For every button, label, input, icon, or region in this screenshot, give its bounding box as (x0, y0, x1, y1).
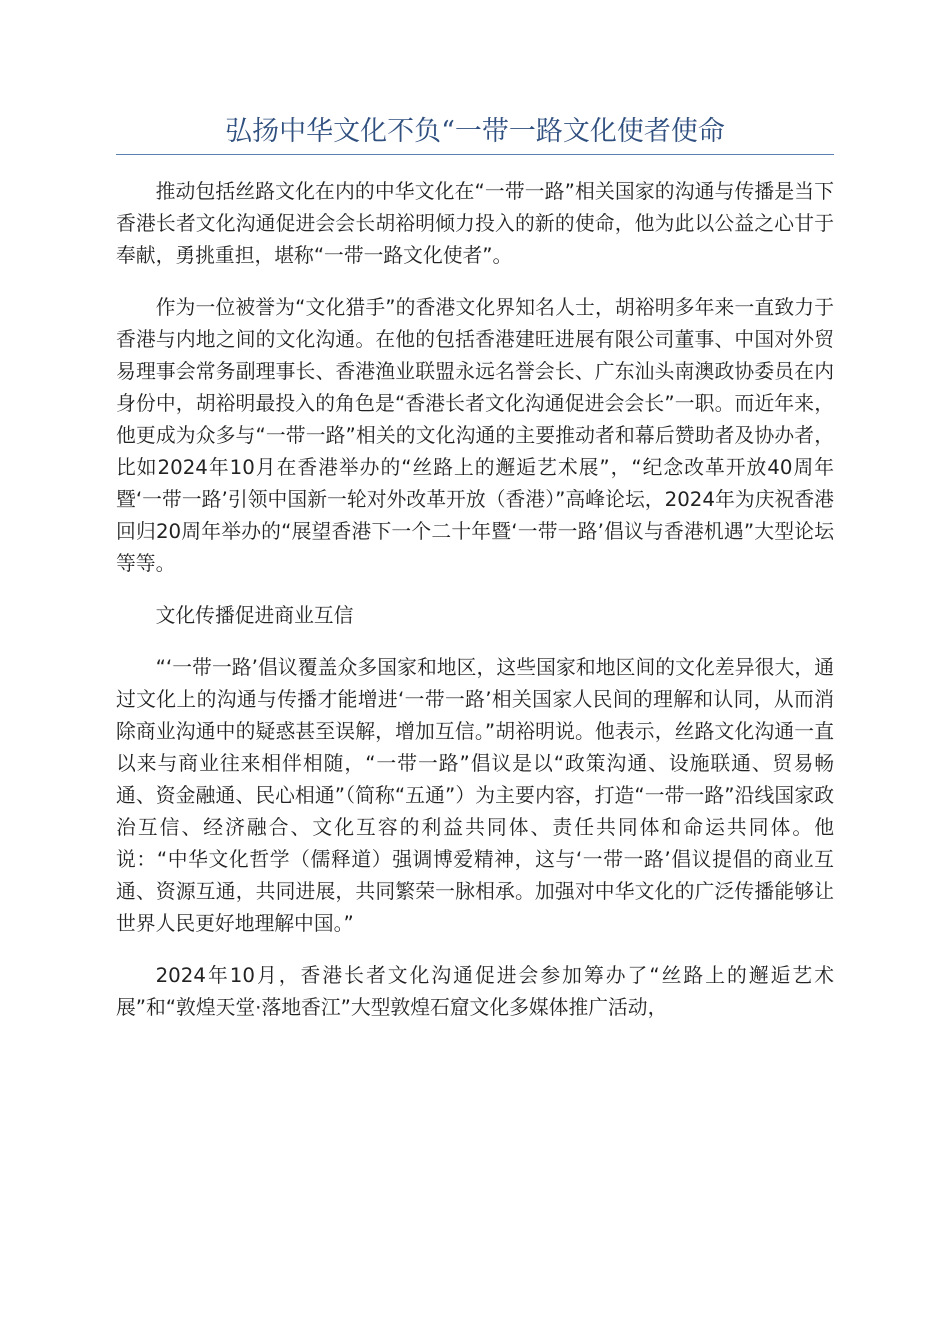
article-body (116, 176, 834, 1044)
paragraph-quote: “‘一带一路’倡议覆盖众多国家和地区，这些国家和地区间的文化差异很大，通过文化上的沟通与传播才能增进‘一带一路’相关国家人民间的理解和认同，从而消除商业沟通中的疑惑甚至误解，增加互信。”胡裕明说。他表示，丝路文化沟通一直以来与商业往来相伴相随，“一带一路”倡议是以“政策沟通、设施联通、贸易畅通、资金融通、民心相通”（简称“五通”）为主要内容，打造“一带一路”沿线国家政治互信、经济融合、文化互容的利益共同体、责任共同体和命运共同体。他说：“中华文化哲学（儒释道）强调博爱精神，这与‘一带一路’倡议提倡的商业互通、资源互通，共同进展，共同繁荣一脉相承。加强对中华文化的广泛传播能够让世界人民更好地理解中国。” (116, 656, 834, 935)
section-heading: 文化传播促进商业互信 (155, 604, 354, 627)
paragraph-intro: 推动包括丝路文化在内的中华文化在“一带一路”相关国家的沟通与传播是当下香港长者文化沟通促进会会长胡裕明倾力投入的新的使命，他为此以公益之心甘于奉献，勇挑重担，堪称“一带一路文化使者”。 (116, 180, 834, 267)
page-title: 弘扬中华文化不负“一带一路文化使者使命 (225, 116, 725, 147)
paragraph-event: 2024年10月，香港长者文化沟通促进会参加筹办了“丝路上的邂逅艺术展”和“敦煌天堂·落地香江”大型敦煌石窟文化多媒体推广活动， (116, 964, 834, 1019)
paragraph-background: 作为一位被誉为“文化猎手”的香港文化界知名人士，胡裕明多年来一直致力于香港与内地之间的文化沟通。在他的包括香港建旺进展有限公司董事、中国对外贸易理事会常务副理事长、香港渔业联盟永远名誉会长、广东汕头南澳政协委员在内身份中，胡裕明最投入的角色是“香港长者文化沟通促进会会长”一职。而近年来，他更成为众多与“一带一路”相关的文化沟通的主要推动者和幕后赞助者及协办者，比如2024年10月在香港举办的“丝路上的邂逅艺术展”，“纪念改革开放40周年暨‘一带一路’引领中国新一轮对外改革开放（香港）”高峰论坛，2024年为庆祝香港回归20周年举办的“展望香港下一个二十年暨‘一带一路’倡议与香港机遇”大型论坛等等。 (116, 296, 834, 575)
title-underline (116, 154, 834, 155)
